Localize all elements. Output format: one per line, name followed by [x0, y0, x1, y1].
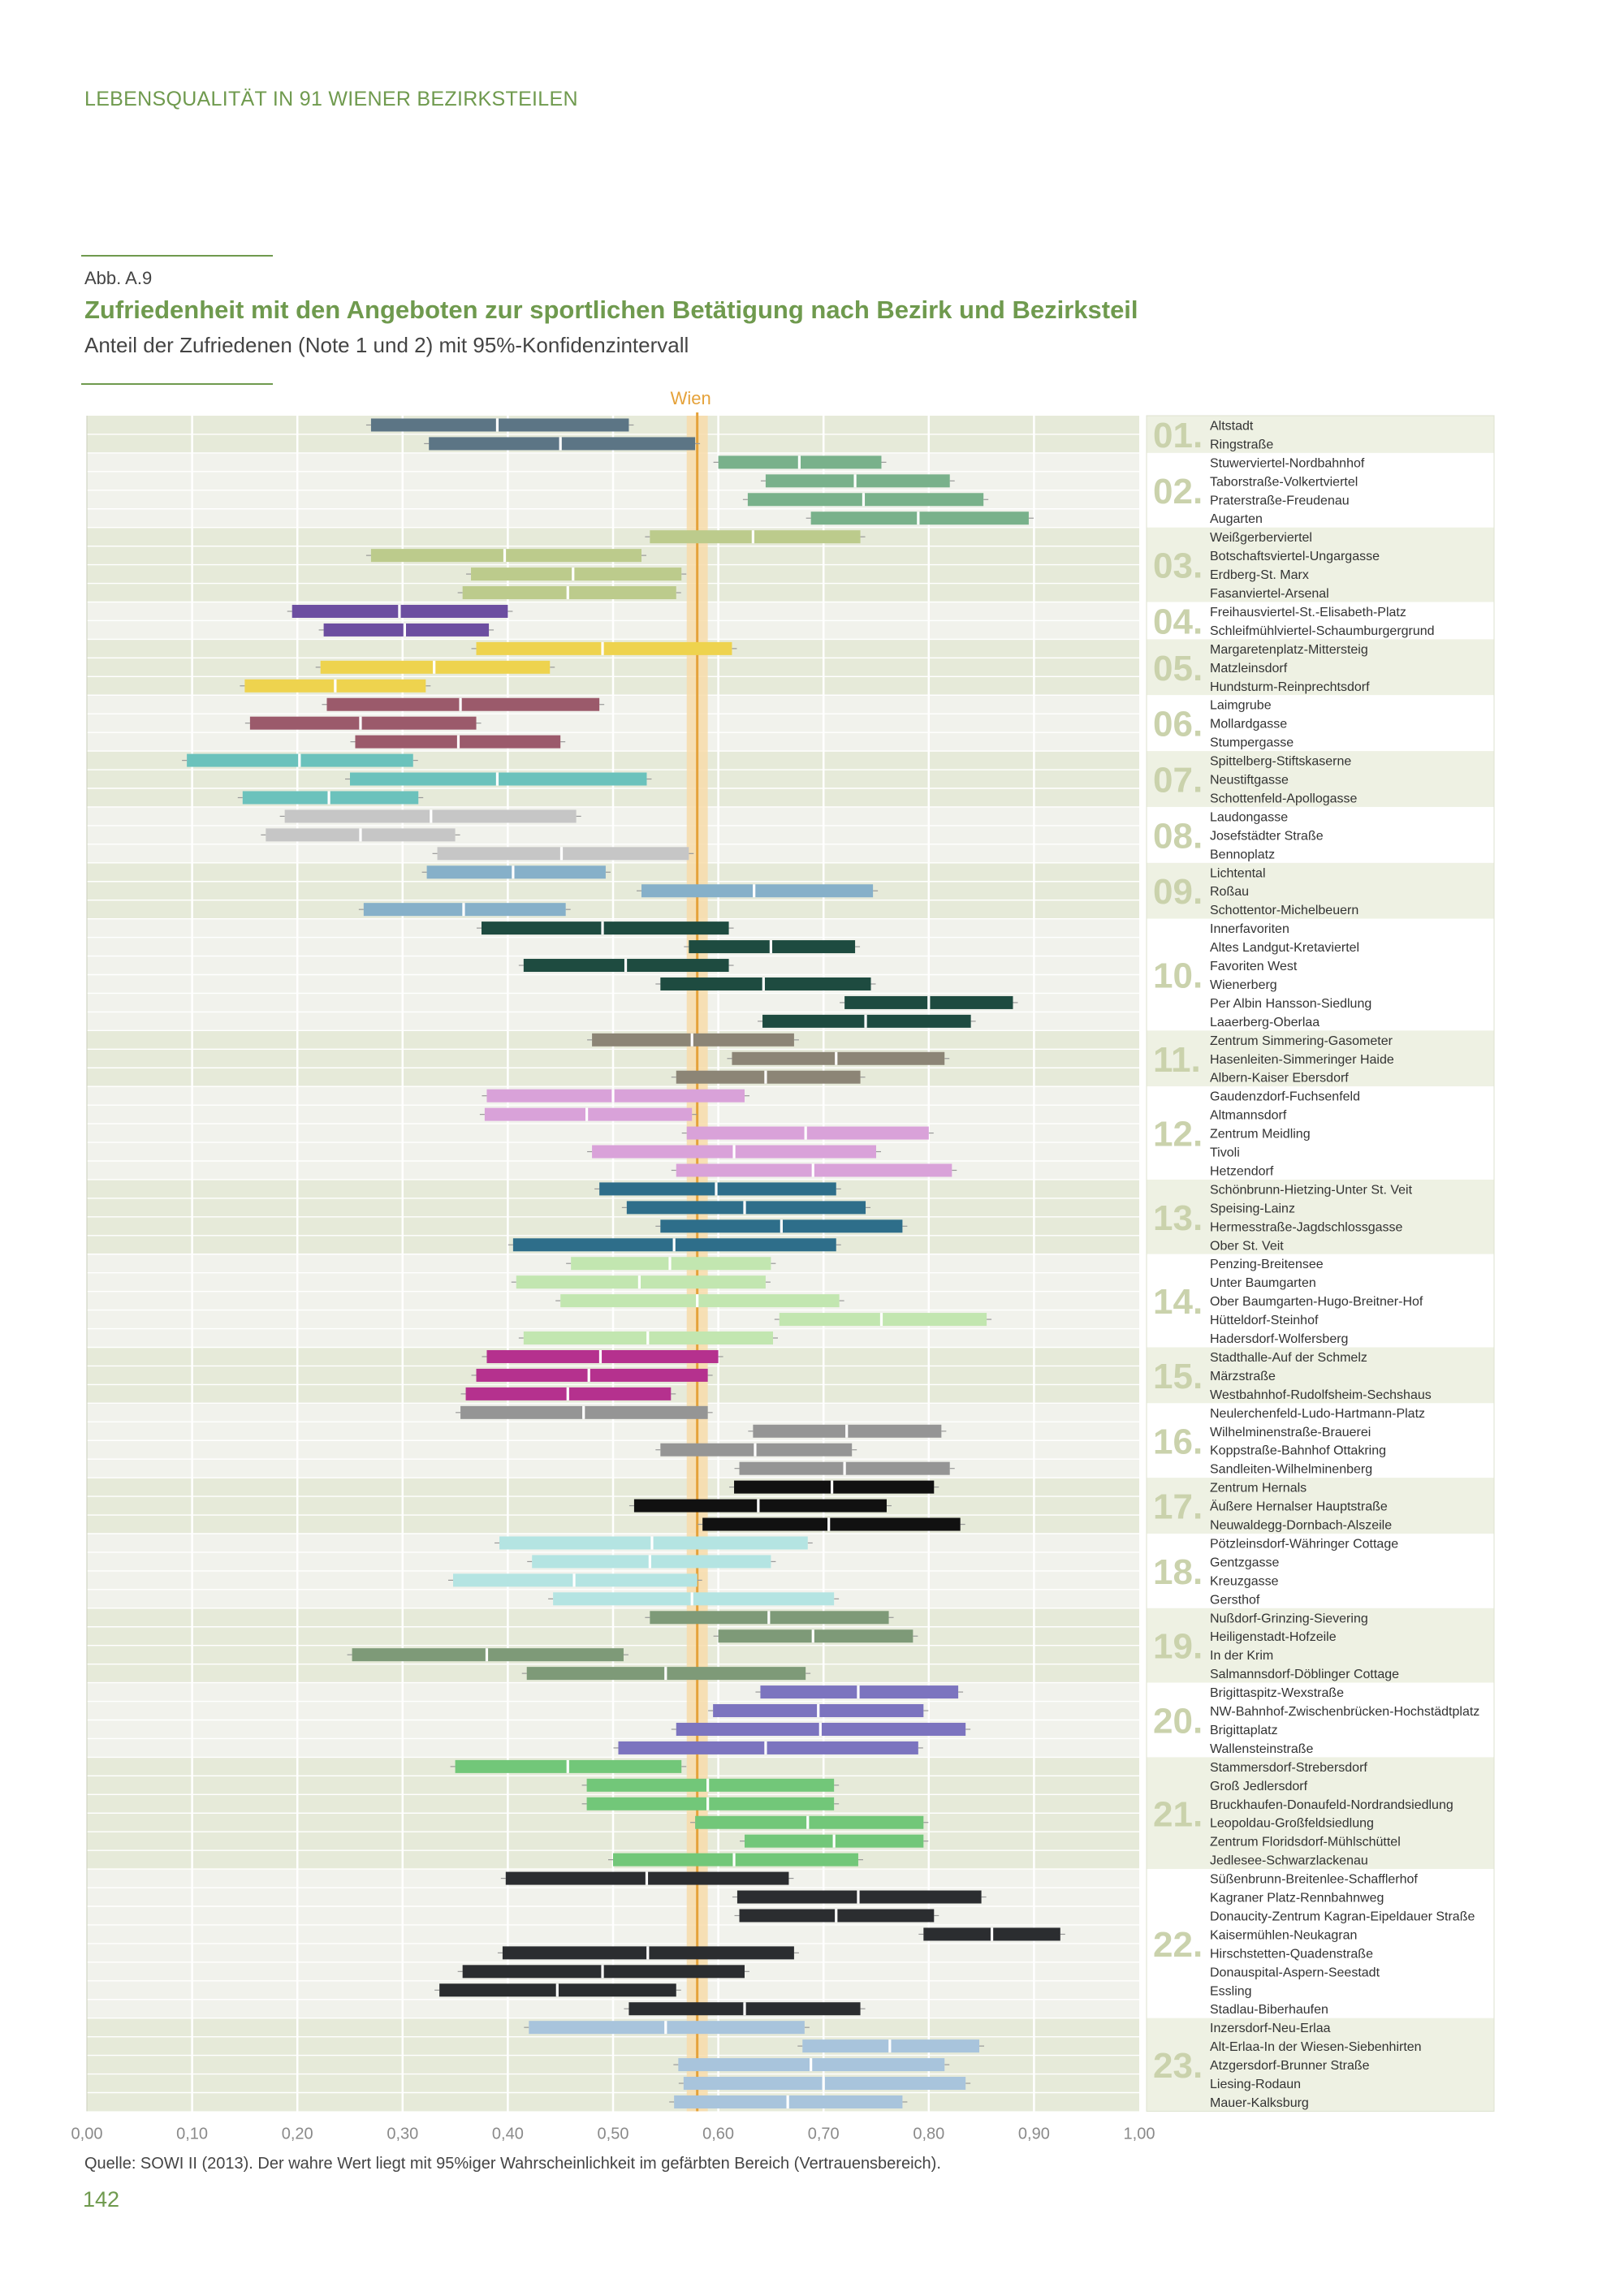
subdistrict-label: Schleifmühlviertel-Schaumburgergrund — [1210, 624, 1435, 638]
subdistrict-label: Märzstraße — [1210, 1369, 1276, 1383]
district-number: 13. — [1153, 1198, 1203, 1238]
subdistrict-label: Tivoli — [1210, 1146, 1240, 1160]
ci-bar — [676, 1071, 861, 1084]
estimate-marker — [359, 717, 361, 730]
district-number: 05. — [1153, 648, 1203, 688]
ci-bar — [587, 1779, 835, 1792]
source-note: Quelle: SOWI II (2013). Der wahre Wert liegt mit 95%iger Wahrscheinlichkeit im gefärbten Bereich (Vertrauensbereich). — [84, 2155, 941, 2173]
subdistrict-label: Kaisermühlen-Neukagran — [1210, 1928, 1358, 1943]
ci-bar — [553, 1592, 834, 1605]
estimate-marker — [496, 418, 499, 431]
estimate-marker — [827, 1518, 830, 1531]
district-number: 15. — [1153, 1356, 1203, 1396]
subdistrict-label: Wienerberg — [1210, 978, 1277, 992]
subdistrict-label: Gentzgasse — [1210, 1556, 1280, 1570]
subdistrict-label: Altes Landgut-Kretaviertel — [1210, 941, 1360, 956]
estimate-marker — [624, 959, 627, 972]
subdistrict-label: Neulerchenfeld-Ludo-Hartmann-Platz — [1210, 1406, 1426, 1421]
estimate-marker — [862, 493, 865, 506]
subdistrict-label: Stammersdorf-Strebersdorf — [1210, 1760, 1367, 1775]
estimate-marker — [787, 2095, 789, 2108]
subdistrict-label: Botschaftsviertel-Ungargasse — [1210, 550, 1380, 564]
ci-bar — [250, 717, 477, 730]
estimate-marker — [810, 2058, 812, 2071]
estimate-marker — [503, 549, 506, 562]
district-number: 06. — [1153, 704, 1203, 744]
estimate-marker — [601, 1965, 603, 1978]
subdistrict-label: Hundsturm-Reinprechtsdorf — [1210, 680, 1370, 694]
subdistrict-label: Augarten — [1210, 512, 1263, 527]
estimate-marker — [770, 940, 772, 953]
ci-bar — [438, 847, 689, 860]
x-tick-label: 0,70 — [807, 2125, 840, 2143]
subdistrict-label: Freihausviertel-St.-Elisabeth-Platz — [1210, 605, 1406, 619]
estimate-marker — [582, 1406, 585, 1419]
ci-bar — [371, 418, 629, 431]
subdistrict-label: Per Albin Hansson-Siedlung — [1210, 996, 1372, 1011]
subdistrict-label: Kagraner Platz-Rennbahnweg — [1210, 1891, 1384, 1905]
ci-bar — [486, 1350, 718, 1363]
subdistrict-label: Jedlesee-Schwarzlackenau — [1210, 1854, 1368, 1868]
subdistrict-label: Groß Jedlersdorf — [1210, 1779, 1308, 1793]
x-tick-label: 0,30 — [387, 2125, 419, 2143]
x-tick-label: 0,50 — [597, 2125, 629, 2143]
estimate-marker — [457, 736, 460, 749]
estimate-marker — [853, 474, 856, 487]
district-number: 11. — [1153, 1039, 1201, 1080]
ci-bar — [243, 791, 418, 804]
ci-bar — [748, 493, 983, 506]
estimate-marker — [762, 978, 765, 990]
estimate-marker — [880, 1313, 883, 1326]
x-tick-label: 0,00 — [71, 2125, 103, 2143]
estimate-marker — [835, 1052, 837, 1065]
subdistrict-label: Erdberg-St. Marx — [1210, 568, 1309, 583]
estimate-marker — [559, 437, 562, 450]
estimate-marker — [691, 1592, 693, 1605]
subdistrict-label: Stadlau-Biberhaufen — [1210, 2003, 1328, 2018]
subdistrict-label: Süßenbrunn-Breitenlee-Schafflerhof — [1210, 1872, 1418, 1887]
subdistrict-label: Koppstraße-Bahnhof Ottakring — [1210, 1444, 1387, 1458]
subdistrict-label: Westbahnhof-Rudolfsheim-Sechshaus — [1210, 1388, 1432, 1402]
subdistrict-label: Taborstraße-Volkertviertel — [1210, 475, 1358, 490]
district-number: 16. — [1153, 1422, 1203, 1462]
subdistrict-label: Innerfavoriten — [1210, 922, 1289, 937]
subdistrict-label: Laudongasse — [1210, 810, 1289, 825]
x-tick-label: 0,90 — [1017, 2125, 1050, 2143]
estimate-marker — [462, 903, 464, 916]
subdistrict-label: Liesing-Rodaun — [1210, 2078, 1302, 2092]
subdistrict-label: Albern-Kaiser Ebersdorf — [1210, 1071, 1349, 1085]
district-number: 08. — [1153, 816, 1203, 857]
ci-bar — [499, 1536, 808, 1549]
subdistrict-label: Ringstraße — [1210, 438, 1274, 452]
estimate-marker — [585, 1108, 588, 1121]
estimate-marker — [833, 1835, 836, 1848]
subdistrict-label: Leopoldau-Großfeldsiedlung — [1210, 1816, 1374, 1831]
estimate-marker — [567, 1388, 569, 1400]
ci-bar — [477, 642, 732, 655]
subdistrict-label: Bruckhaufen-Donaufeld-Nordrandsiedlung — [1210, 1798, 1453, 1812]
district-number: 18. — [1153, 1552, 1203, 1592]
figure-title: Zufriedenheit mit den Angeboten zur sportlichen Betätigung nach Bezirk und Bezirksteil — [84, 296, 1138, 324]
ci-bar — [532, 1555, 771, 1568]
estimate-marker — [649, 1555, 651, 1568]
subdistrict-label: Brigittaspitz-Wexstraße — [1210, 1686, 1345, 1701]
estimate-marker — [706, 1779, 709, 1792]
ci-bar — [702, 1518, 961, 1531]
subdistrict-label: Mollardgasse — [1210, 717, 1288, 732]
estimate-marker — [646, 1331, 649, 1344]
subdistrict-label: Roßau — [1210, 885, 1250, 900]
estimate-marker — [496, 773, 499, 786]
ci-bar — [811, 511, 1029, 524]
estimate-marker — [664, 2021, 667, 2034]
district-number: 20. — [1153, 1701, 1203, 1741]
ci-bar — [477, 1369, 708, 1382]
subdistrict-label: Inzersdorf-Neu-Erlaa — [1210, 2022, 1331, 2036]
subdistrict-label: Gaudenzdorf-Fuchsenfeld — [1210, 1090, 1360, 1104]
estimate-marker — [806, 1816, 809, 1829]
district-number: 02. — [1153, 471, 1203, 511]
estimate-marker — [512, 865, 514, 878]
subdistrict-label: Kreuzgasse — [1210, 1574, 1279, 1589]
estimate-marker — [599, 1350, 602, 1363]
estimate-marker — [359, 828, 361, 841]
subdistrict-label: Stadthalle-Auf der Schmelz — [1210, 1350, 1367, 1365]
subdistrict-label: Schottentor-Michelbeuern — [1210, 904, 1359, 918]
estimate-marker — [864, 1015, 866, 1028]
subdistrict-label: Stuwerviertel-Nordbahnhof — [1210, 456, 1365, 471]
estimate-marker — [696, 1294, 698, 1307]
subdistrict-label: Margaretenplatz-Mittersteig — [1210, 642, 1368, 657]
ci-bar — [634, 1500, 887, 1513]
subdistrict-label: Atzgersdorf-Brunner Straße — [1210, 2059, 1370, 2074]
estimate-marker — [780, 1219, 783, 1232]
subdistrict-label: Hirschstetten-Quadenstraße — [1210, 1947, 1373, 1962]
estimate-marker — [764, 1071, 767, 1084]
subdistrict-label: Ober St. Veit — [1210, 1239, 1284, 1254]
subdistrict-label: Laaerberg-Oberlaa — [1210, 1015, 1320, 1029]
subdistrict-label: Bennoplatz — [1210, 848, 1276, 862]
subdistrict-label: Wallensteinstraße — [1210, 1741, 1314, 1756]
estimate-marker — [817, 1704, 819, 1717]
estimate-marker — [638, 1275, 641, 1288]
subdistrict-label: Spittelberg-Stiftskaserne — [1210, 754, 1352, 769]
estimate-marker — [611, 1090, 614, 1103]
page-number: 142 — [83, 2187, 120, 2212]
estimate-marker — [430, 809, 432, 822]
subdistrict-label: Zentrum Hernals — [1210, 1481, 1307, 1495]
subdistrict-label: Praterstraße-Freudenau — [1210, 494, 1350, 508]
x-tick-label: 1,00 — [1123, 2125, 1155, 2143]
ci-bar — [324, 624, 489, 637]
estimate-marker — [646, 1872, 648, 1885]
subdistrict-label: Äußere Hernalser Hauptstraße — [1210, 1500, 1388, 1514]
estimate-marker — [757, 1500, 759, 1513]
ci-bar — [429, 437, 695, 450]
subdistrict-label: Zentrum Simmering-Gasometer — [1210, 1034, 1393, 1048]
subdistrict-label: In der Krim — [1210, 1649, 1274, 1664]
subdistrict-label: Salmannsdorf-Döblinger Cottage — [1210, 1668, 1400, 1682]
ci-bar — [719, 1629, 914, 1642]
subdistrict-label: Penzing-Breitensee — [1210, 1258, 1324, 1272]
estimate-marker — [844, 1462, 846, 1475]
district-number: 03. — [1153, 546, 1203, 586]
ci-bar — [641, 884, 873, 897]
subdistrict-label: Laimgrube — [1210, 698, 1272, 713]
district-number: 17. — [1153, 1487, 1203, 1527]
x-tick-label: 0,80 — [913, 2125, 945, 2143]
district-number: 21. — [1153, 1794, 1203, 1835]
subdistrict-label: Hütteldorf-Steinhof — [1210, 1314, 1319, 1328]
district-number: 22. — [1153, 1924, 1203, 1965]
subdistrict-label: Weißgerberviertel — [1210, 531, 1312, 546]
subdistrict-label: Hasenleiten-Simmeringer Haide — [1210, 1052, 1394, 1067]
estimate-marker — [752, 530, 754, 543]
estimate-marker — [754, 1444, 756, 1457]
estimate-marker — [567, 586, 569, 599]
subdistrict-label: Schottenfeld-Apollogasse — [1210, 792, 1358, 806]
estimate-marker — [767, 1611, 770, 1624]
ci-bar — [766, 474, 950, 487]
ci-bar — [650, 530, 860, 543]
estimate-marker — [845, 1425, 848, 1438]
subdistrict-label: Hetzendorf — [1210, 1164, 1274, 1179]
subdistrict-label: Pötzleinsdorf-Währinger Cottage — [1210, 1537, 1399, 1552]
subdistrict-label: Favoriten West — [1210, 960, 1298, 974]
estimate-marker — [404, 624, 406, 637]
district-number: 10. — [1153, 956, 1203, 996]
ci-bar — [695, 1816, 923, 1829]
figure-subtitle: Anteil der Zufriedenen (Note 1 und 2) mit 95%-Konfidenzintervall — [84, 333, 689, 357]
ci-bar — [486, 1090, 745, 1103]
estimate-marker — [823, 2077, 825, 2090]
subdistrict-label: Schönbrunn-Hietzing-Unter St. Veit — [1210, 1183, 1413, 1198]
ci-bar — [599, 1182, 836, 1195]
ci-bar — [613, 1854, 858, 1867]
estimate-marker — [753, 884, 755, 897]
wien-label: Wien — [670, 388, 711, 408]
subdistrict-label: Unter Baumgarten — [1210, 1276, 1316, 1291]
x-tick-label: 0,40 — [491, 2125, 524, 2143]
subdistrict-label: Hermesstraße-Jagdschlossgasse — [1210, 1220, 1403, 1235]
subdistrict-label: Hadersdorf-Wolfersberg — [1210, 1332, 1349, 1347]
estimate-marker — [486, 1648, 488, 1661]
estimate-marker — [572, 568, 574, 580]
estimate-marker — [927, 996, 930, 1009]
estimate-marker — [805, 1127, 807, 1140]
x-tick-label: 0,20 — [281, 2125, 313, 2143]
ci-bar — [427, 865, 606, 878]
ci-bar — [687, 1127, 929, 1140]
estimate-marker — [650, 1536, 653, 1549]
subdistrict-label: Donaucity-Zentrum Kagran-Eipeldauer Straße — [1210, 1910, 1475, 1924]
figure-label: Abb. A.9 — [84, 268, 153, 288]
estimate-marker — [646, 1946, 649, 1959]
ci-bar — [732, 1052, 944, 1065]
estimate-marker — [812, 1163, 814, 1176]
subdistrict-label: Donauspital-Aspern-Seestadt — [1210, 1966, 1380, 1980]
estimate-marker — [917, 511, 919, 524]
estimate-marker — [991, 1927, 993, 1940]
estimate-marker — [459, 698, 461, 711]
estimate-marker — [668, 1257, 671, 1270]
subdistrict-label: Neustiftgasse — [1210, 773, 1289, 788]
x-tick-label: 0,10 — [176, 2125, 209, 2143]
subdistrict-label: Wilhelminenstraße-Brauerei — [1210, 1425, 1371, 1439]
subdistrict-label: Speising-Lainz — [1210, 1202, 1295, 1216]
subdistrict-label: Josefstädter Straße — [1210, 829, 1324, 844]
subdistrict-label: Altstadt — [1210, 419, 1254, 434]
district-number: 01. — [1153, 415, 1203, 455]
subdistrict-label: Alt-Erlaa-In der Wiesen-Siebenhirten — [1210, 2040, 1422, 2055]
estimate-marker — [673, 1238, 676, 1251]
ci-bar — [780, 1313, 987, 1326]
estimate-marker — [857, 1685, 859, 1698]
estimate-marker — [298, 754, 300, 767]
estimate-marker — [732, 1854, 735, 1867]
estimate-marker — [706, 1798, 709, 1810]
subdistrict-label: Lichtental — [1210, 866, 1266, 881]
district-number: 04. — [1153, 602, 1203, 642]
district-number: 19. — [1153, 1626, 1203, 1667]
subdistrict-label: Zentrum Floridsdorf-Mühlschüttel — [1210, 1835, 1401, 1849]
subdistrict-label: Sandleiten-Wilhelminenberg — [1210, 1462, 1373, 1477]
ci-bar — [734, 1481, 934, 1494]
subdistrict-label: Fasanviertel-Arsenal — [1210, 587, 1329, 602]
estimate-marker — [567, 1760, 569, 1773]
estimate-marker — [831, 1481, 833, 1494]
district-number: 09. — [1153, 872, 1203, 913]
ci-bar — [516, 1275, 766, 1288]
subdistrict-label: Neuwaldegg-Dornbach-Alszeile — [1210, 1518, 1393, 1533]
estimate-marker — [732, 1146, 735, 1159]
subdistrict-label: Brigittaplatz — [1210, 1723, 1278, 1737]
estimate-marker — [764, 1741, 767, 1754]
estimate-marker — [398, 605, 400, 618]
estimate-marker — [588, 1369, 590, 1382]
ci-bar — [560, 1294, 839, 1307]
running-header: LEBENSQUALITÄT IN 91 WIENER BEZIRKSTEILEN — [84, 88, 578, 110]
ci-bar — [471, 568, 681, 580]
estimate-marker — [327, 791, 330, 804]
estimate-marker — [743, 1201, 745, 1214]
subdistrict-label: Altmannsdorf — [1210, 1108, 1287, 1123]
ci-bar — [618, 1741, 918, 1754]
ci-bar — [326, 698, 599, 711]
subdistrict-label: Essling — [1210, 1984, 1252, 1999]
subdistrict-label: Nußdorf-Grinzing-Sievering — [1210, 1612, 1368, 1626]
estimate-marker — [715, 1182, 717, 1195]
district-number: 07. — [1153, 760, 1203, 801]
ci-bar — [587, 1798, 835, 1810]
estimate-marker — [888, 2039, 891, 2052]
ci-bar — [463, 586, 676, 599]
subdistrict-label: Zentrum Meidling — [1210, 1127, 1311, 1142]
ci-bar — [371, 549, 641, 562]
district-number: 12. — [1153, 1114, 1203, 1154]
estimate-marker — [835, 1909, 837, 1922]
estimate-marker — [334, 680, 336, 693]
ci-bar — [482, 921, 729, 934]
x-tick-label: 0,60 — [702, 2125, 735, 2143]
subdistrict-label: Heiligenstadt-Hofzeile — [1210, 1630, 1337, 1645]
subdistrict-label: NW-Bahnhof-Zwischenbrücken-Hochstädtplatz — [1210, 1705, 1480, 1720]
ci-bar — [627, 1201, 866, 1214]
district-number: 14. — [1153, 1282, 1203, 1323]
estimate-marker — [691, 1034, 693, 1047]
subdistrict-label: Mauer-Kalksburg — [1210, 2095, 1309, 2110]
estimate-marker — [857, 1891, 859, 1904]
subdistrict-label: Ober Baumgarten-Hugo-Breitner-Hof — [1210, 1295, 1423, 1310]
subdistrict-label: Gersthof — [1210, 1593, 1260, 1608]
subdistrict-label: Matzleinsdorf — [1210, 661, 1288, 675]
district-number: 23. — [1153, 2046, 1203, 2087]
estimate-marker — [601, 921, 603, 934]
estimate-marker — [664, 1667, 667, 1680]
ci-bar — [485, 1108, 692, 1121]
estimate-marker — [601, 642, 603, 655]
estimate-marker — [556, 1983, 559, 1996]
estimate-marker — [572, 1573, 575, 1586]
estimate-marker — [812, 1629, 814, 1642]
ci-bar — [660, 978, 870, 990]
estimate-marker — [433, 661, 435, 674]
subdistrict-label: Stumpergasse — [1210, 736, 1294, 750]
estimate-marker — [798, 455, 801, 468]
estimate-marker — [743, 2002, 745, 2015]
estimate-marker — [560, 847, 563, 860]
estimate-marker — [819, 1723, 822, 1736]
